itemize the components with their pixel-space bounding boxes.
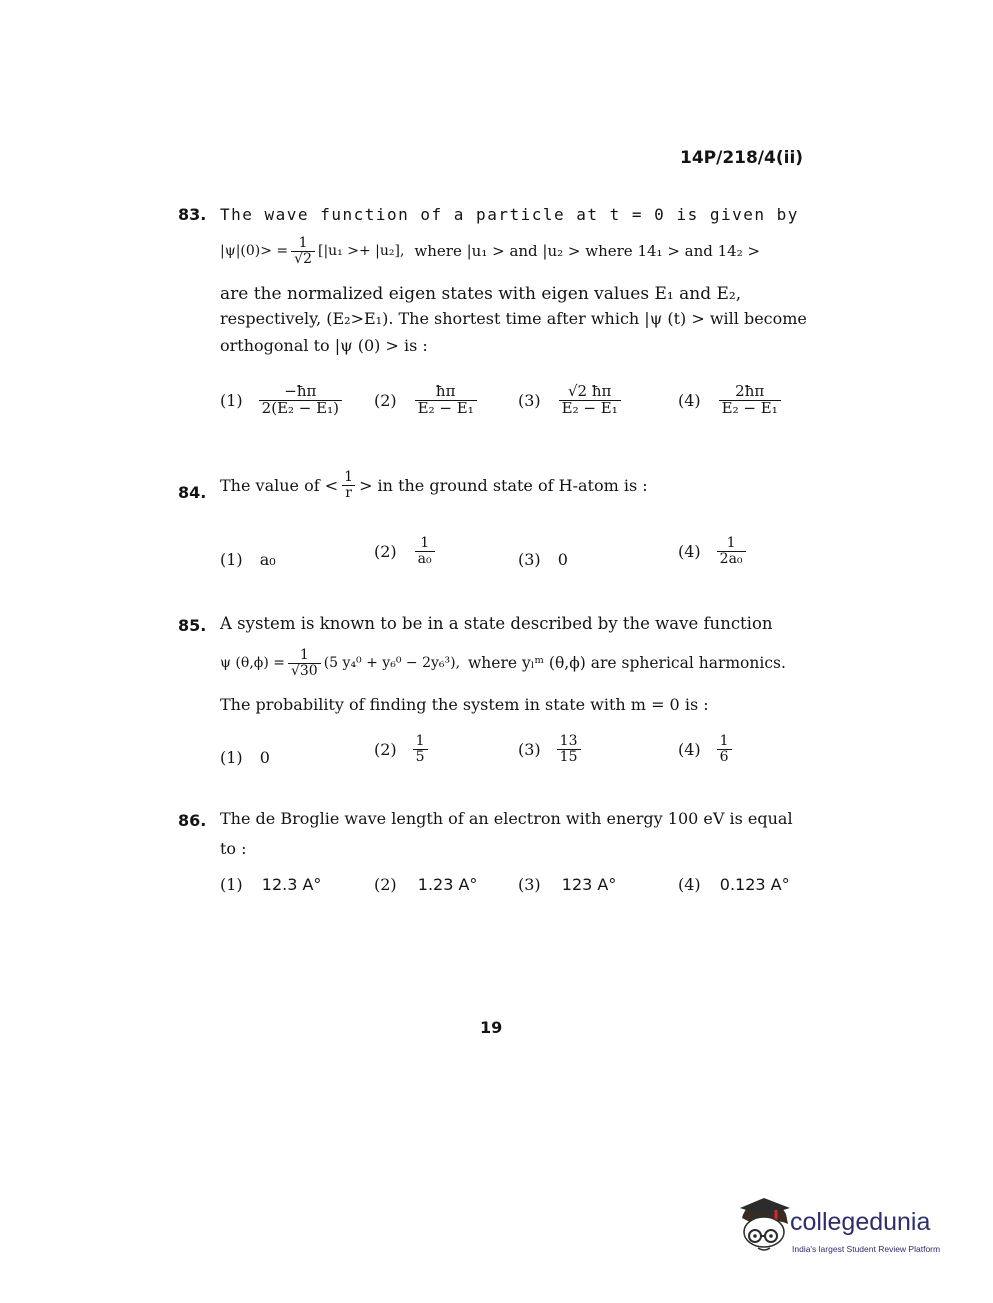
q84-opt3-label: (3)	[518, 550, 541, 569]
q85-line2	[220, 648, 786, 678]
q83-option-2	[374, 384, 480, 417]
q85-opt2-num: 1	[415, 733, 425, 749]
q83-opt1-label: (1)	[220, 390, 243, 410]
q86-opt1-label: (1)	[220, 875, 243, 894]
q86-option-1	[220, 875, 321, 894]
q83-opt2-label: (2)	[374, 390, 397, 410]
q84-opt2-den: a₀	[415, 551, 435, 567]
q83-coef-num: 1	[298, 235, 308, 251]
q85-option-4	[678, 734, 735, 764]
q83-lhs: |ψ|(0)> =	[220, 243, 289, 260]
q85-opt3-frac	[557, 734, 581, 764]
q85-number: 85.	[178, 616, 207, 635]
q84-option-4	[678, 536, 749, 566]
q83-bracket: [|u₁ >+ |u₂],	[317, 243, 405, 260]
q85-option-1	[220, 748, 270, 767]
q83-number: 83.	[178, 205, 207, 224]
q86-option-3	[518, 875, 616, 894]
q86-opt3-label: (3)	[518, 875, 541, 894]
q83-opt4-frac	[719, 384, 781, 417]
q84-frac-num: 1	[344, 469, 354, 485]
q86-opt1-text: 12.3 A°	[261, 875, 322, 894]
q83-line1: The wave function of a particle at t = 0 is given by	[220, 205, 799, 224]
q84-option-2	[374, 536, 438, 566]
q83-option-1	[220, 384, 345, 417]
collegedunia-mascot-icon	[736, 1196, 792, 1258]
logo-wordmark: collegedunia	[790, 1208, 931, 1236]
q84-frac	[341, 470, 356, 500]
q83-opt3-frac	[559, 384, 621, 417]
q85-coef-num: 1	[299, 647, 309, 663]
q85-opt1-label: (1)	[220, 748, 243, 767]
q84-opt4-num: 1	[726, 535, 736, 551]
q84-option-1	[220, 550, 276, 569]
q83-line3: are the normalized eigen states with eigen values E₁ and E₂,	[220, 284, 742, 304]
q84-number: 84.	[178, 483, 207, 502]
q85-opt4-label: (4)	[678, 739, 701, 759]
q85-opt3-den: 15	[557, 749, 581, 765]
q86-opt2-text: 1.23 A°	[417, 875, 478, 894]
q84-option-3	[518, 550, 568, 569]
q84-opt4-label: (4)	[678, 541, 701, 561]
q84-opt4-frac	[717, 536, 746, 566]
q85-coef	[288, 648, 321, 678]
q85-line3: The probability of finding the system in state with m = 0 is :	[220, 695, 709, 714]
q83-line4: respectively, (E₂>E₁). The shortest time after which |ψ (t) > will become	[220, 309, 807, 328]
q85-expr: (5 y₄⁰ + y₆⁰ − 2y₆³),	[323, 655, 461, 672]
q84-opt2-frac	[415, 536, 435, 566]
q84-opt2-label: (2)	[374, 541, 397, 561]
q84-post: > in the ground state of H-atom is :	[359, 475, 648, 495]
q84-opt3-text: 0	[557, 550, 568, 569]
q86-opt4-label: (4)	[678, 875, 701, 894]
q86-number: 86.	[178, 811, 207, 830]
q85-opt4-num: 1	[719, 733, 729, 749]
q86-line1: The de Broglie wave length of an electron with energy 100 eV is equal	[220, 809, 793, 828]
q84-opt1-label: (1)	[220, 550, 243, 569]
q83-where: where |u₁ > and |u₂ > where 14₁ > and 14₂ >	[414, 242, 761, 261]
q85-coef-den: √30	[288, 663, 321, 679]
q85-opt2-frac	[413, 734, 428, 764]
q83-opt4-num: 2ħπ	[735, 382, 765, 400]
q83-opt1-den: 2(E₂ − E₁)	[259, 400, 342, 417]
q83-option-4	[678, 384, 784, 417]
q83-opt1-num: −ħπ	[284, 382, 317, 400]
q84-pre: The value of <	[220, 475, 339, 495]
q85-opt1-text: 0	[259, 748, 270, 767]
q83-opt4-label: (4)	[678, 390, 701, 410]
q83-opt2-den: E₂ − E₁	[415, 400, 477, 417]
q83-opt3-num: √2 ħπ	[567, 382, 612, 400]
q84-opt1-text: a₀	[259, 550, 276, 569]
logo-tagline: India's largest Student Review Platform	[792, 1244, 941, 1254]
q86-option-2	[374, 875, 477, 894]
q86-opt3-text: 123 A°	[561, 875, 617, 894]
q85-opt4-frac	[717, 734, 732, 764]
q85-opt3-num: 13	[559, 733, 578, 749]
q83-coef	[291, 236, 315, 266]
q85-option-3	[518, 734, 584, 764]
q83-line5: orthogonal to |ψ (0) > is :	[220, 336, 428, 355]
q86-opt4-text: 0.123 A°	[719, 875, 790, 894]
q83-opt1-frac	[259, 384, 342, 417]
q85-opt4-den: 6	[717, 749, 732, 765]
q83-opt3-den: E₂ − E₁	[559, 400, 621, 417]
q84-frac-den: r	[342, 485, 355, 501]
q83-line2	[220, 236, 760, 266]
q85-opt2-label: (2)	[374, 739, 397, 759]
q85-opt2-den: 5	[413, 749, 428, 765]
q84-opt4-den: 2a₀	[717, 551, 746, 567]
q85-opt3-label: (3)	[518, 739, 541, 759]
q85-line1: A system is known to be in a state described by the wave function	[220, 614, 773, 633]
q85-where: where yₗᵐ (θ,ϕ) are spherical harmonics.	[468, 654, 786, 673]
page-number: 19	[480, 1018, 503, 1037]
q83-option-3	[518, 384, 624, 417]
q83-opt4-den: E₂ − E₁	[719, 400, 781, 417]
q85-lhs: ψ (θ,ϕ) =	[220, 655, 285, 672]
q84-line1	[220, 470, 648, 500]
q86-option-4	[678, 875, 790, 894]
q86-line2: to :	[220, 839, 247, 858]
q83-opt2-num: ħπ	[435, 382, 456, 400]
q83-coef-den: √2	[291, 251, 315, 267]
q83-opt3-label: (3)	[518, 390, 541, 410]
q84-opt2-num: 1	[420, 535, 430, 551]
q86-opt2-label: (2)	[374, 875, 397, 894]
q85-option-2	[374, 734, 431, 764]
q83-opt2-frac	[415, 384, 477, 417]
paper-code: 14P/218/4(ii)	[680, 148, 804, 168]
